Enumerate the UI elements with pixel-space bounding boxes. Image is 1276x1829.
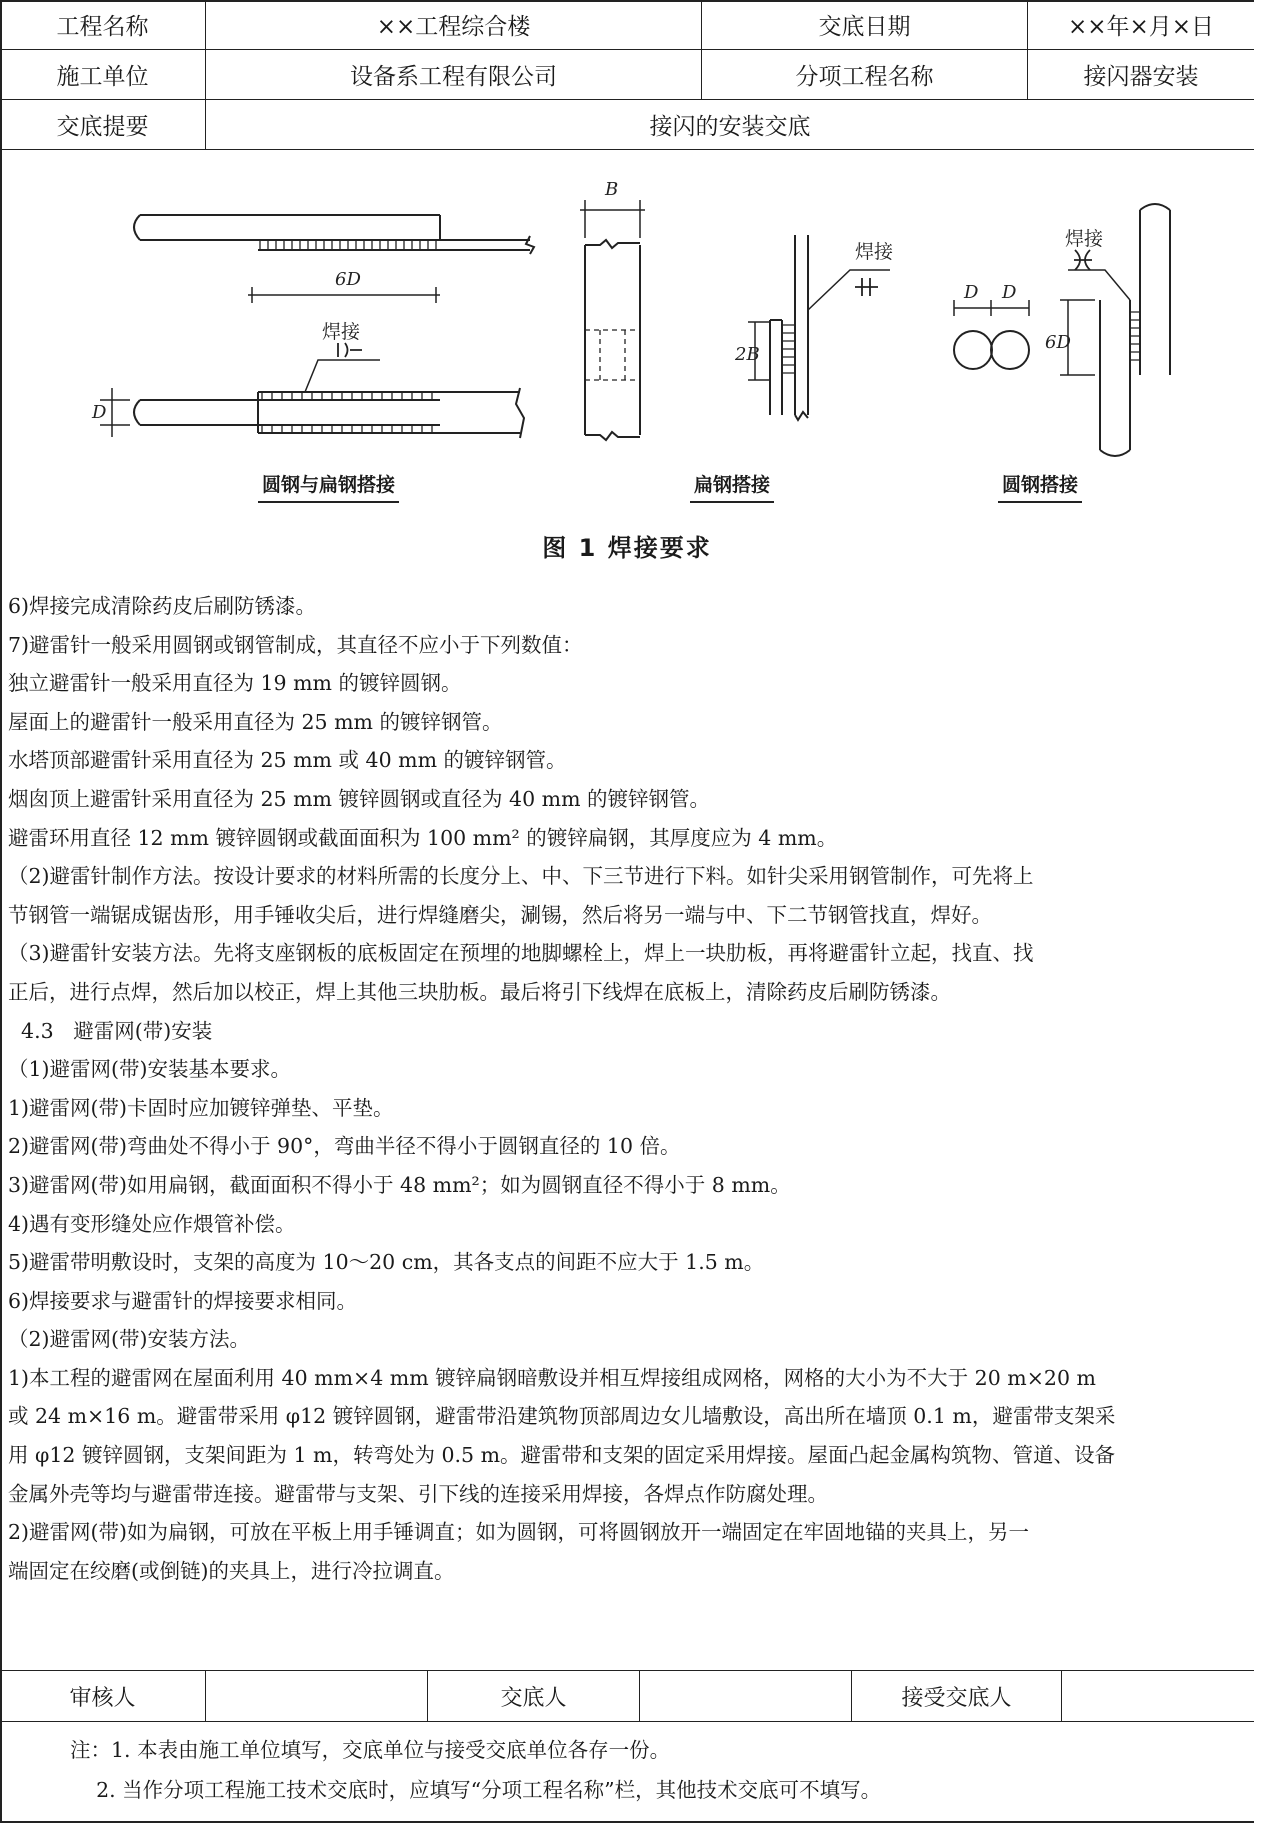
flat-steel-strip	[585, 240, 640, 440]
summary-label: 交底提要	[0, 100, 206, 149]
round-steel-bar	[134, 215, 440, 240]
round-steel-section-1	[954, 331, 992, 369]
round-steel-upper	[1140, 204, 1170, 375]
paragraph: （3)避雷针安装方法。先将支座钢板的底板固定在预埋的地脚螺栓上，焊上一块肋板，再将避雷针立起，找直、找	[8, 941, 1034, 966]
dimension-b	[580, 200, 645, 238]
paragraph: 用 φ12 镀锌圆钢，支架间距为 1 m，转弯处为 0.5 m。避雷带和支架的固定采用焊接。屋面凸起金属构筑物、管道、设备	[8, 1443, 1116, 1468]
label-d-2: D	[1002, 282, 1017, 303]
paragraph: 2)避雷网(带)如为扁钢，可放在平板上用手锤调直；如为圆钢，可将圆钢放开一端固定在牢固地锚的夹具上，另一	[8, 1520, 1030, 1545]
summary-value: 接闪的安装交底	[649, 114, 811, 140]
figure-title: 图 1 焊接要求	[542, 534, 712, 562]
discloser-signature-cell[interactable]	[640, 1671, 852, 1721]
paragraph: 或 24 m×16 m。避雷带采用 φ12 镀锌圆钢，避雷带沿建筑物顶部周边女儿墙敷设，高出所在墙顶 0.1 m，避雷带支架采	[8, 1404, 1116, 1429]
weld-hatching-top	[260, 240, 436, 250]
paragraph: 6)焊接要求与避雷针的焊接要求相同。	[8, 1288, 358, 1313]
header-row-2	[0, 50, 1254, 100]
paragraph: 避雷环用直径 12 mm 镀锌圆钢或截面面积为 100 mm² 的镀锌扁钢，其厚度应为 4 mm。	[8, 825, 838, 850]
caption-round-flat: 圆钢与扁钢搭接	[258, 470, 399, 503]
flat-steel-lapped	[770, 320, 782, 415]
paragraph: 6)焊接完成清除药皮后刷防锈漆。	[8, 594, 317, 618]
paragraph: 水塔顶部避雷针采用直径为 25 mm 或 40 mm 的镀锌钢管。	[8, 748, 567, 773]
flat-steel-bar-lower	[258, 388, 524, 438]
receiver-signature-cell[interactable]	[1062, 1671, 1254, 1721]
paragraph: （2)避雷针制作方法。按设计要求的材料所需的长度分上、中、下三节进行下料。如针尖采用钢管制作，可先将上	[8, 864, 1034, 889]
weld-hatching-lower	[262, 392, 432, 433]
label-d-left: D	[92, 402, 107, 423]
reviewer-signature-cell[interactable]	[206, 1671, 428, 1721]
flat-steel-lap-zone	[585, 330, 640, 380]
paragraph: 正后，进行点焊，然后加以校正，焊上其他三块肋板。最后将引下线焊在底板上，清除药皮后刷防锈漆。	[8, 979, 951, 1004]
paragraph: 屋面上的避雷针一般采用直径为 25 mm 的镀锌钢管。	[8, 709, 503, 734]
project-name-value: ××工程综合楼	[206, 0, 702, 49]
weld-leader-mid	[808, 270, 890, 310]
project-name-label: 工程名称	[0, 0, 206, 49]
label-b: B	[605, 179, 619, 200]
disclosure-date-value: ××年×月×日	[1067, 14, 1215, 40]
header-row-1	[0, 0, 1254, 50]
contractor-value: 设备系工程有限公司	[206, 50, 702, 99]
round-steel-lower	[1100, 300, 1130, 456]
weld-label-right: 焊接	[1065, 228, 1104, 250]
paragraph: 节钢管一端锯成锯齿形，用手锤收尖后，进行焊缝磨尖，涮锡，然后将另一端与中、下二节钢管找直，焊好。	[8, 902, 992, 927]
paragraph: （1)避雷网(带)安装基本要求。	[8, 1057, 292, 1082]
paragraph: 烟囱顶上避雷针采用直径为 25 mm 镀锌圆钢或直径为 40 mm 的镀锌钢管。	[8, 786, 711, 811]
receiver-label: 接受交底人	[852, 1671, 1062, 1721]
weld-symbol-mid	[855, 278, 878, 296]
weld-symbol-right	[1074, 250, 1092, 270]
paragraph: 5)避雷带明敷设时，支架的高度为 10～20 cm，其各支点的间距不应大于 1.5 m。	[8, 1250, 765, 1275]
welding-diagram	[0, 150, 1254, 570]
paragraph: 金属外壳等均与避雷带连接。避雷带与支架、引下线的连接采用焊接，各焊点作防腐处理。	[8, 1481, 828, 1506]
header-row-3	[0, 100, 1254, 150]
paragraph: （2)避雷网(带)安装方法。	[8, 1327, 251, 1352]
subitem-name-value: 接闪器安装	[1083, 64, 1199, 90]
body-text	[8, 587, 1244, 1590]
contractor-label: 施工单位	[0, 50, 206, 99]
paragraph: 2)避雷网(带)弯曲处不得小于 90°，弯曲半径不得小于圆钢直径的 10 倍。	[8, 1134, 681, 1159]
section-heading: 4.3 避雷网(带)安装	[8, 1018, 213, 1043]
caption-round: 圆钢搭接	[998, 470, 1082, 503]
paragraph: 1)本工程的避雷网在屋面利用 40 mm×4 mm 镀锌扁钢暗敷设并相互焊接组成网格，网格的大小为不大于 20 m×20 m	[8, 1365, 1096, 1390]
weld-hatching-round	[1130, 312, 1140, 360]
paragraph: 独立避雷针一般采用直径为 19 mm 的镀锌圆钢。	[8, 671, 462, 696]
label-6d: 6D	[335, 269, 361, 290]
note-2: 2. 当作分项工程施工技术交底时，应填写“分项工程名称”栏，其他技术交底可不填写。	[70, 1778, 882, 1802]
weld-label-left: 焊接	[322, 321, 361, 343]
reviewer-label: 审核人	[0, 1671, 206, 1721]
note-1: 注：1. 本表由施工单位填写，交底单位与接受交底单位各存一份。	[70, 1738, 671, 1762]
disclosure-date-label: 交底日期	[702, 0, 1028, 49]
paragraph: 端固定在绞磨(或倒链)的夹具上，进行冷拉调直。	[8, 1558, 455, 1583]
label-2b: 2B	[735, 344, 760, 365]
notes	[70, 1730, 881, 1810]
flat-steel-vertical	[795, 235, 808, 420]
caption-flat: 扁钢搭接	[690, 470, 774, 503]
weld-leader-right	[1068, 270, 1130, 300]
discloser-label: 交底人	[428, 1671, 640, 1721]
weld-symbol-left	[338, 343, 362, 357]
subitem-name-label: 分项工程名称	[702, 50, 1028, 99]
weld-label-mid: 焊接	[855, 241, 894, 263]
paragraph: 3)避雷网(带)如用扁钢，截面面积不得小于 48 mm²；如为圆钢直径不得小于 8 mm。	[8, 1172, 791, 1197]
paragraph: 7)避雷针一般采用圆钢或钢管制成，其直径不应小于下列数值：	[8, 632, 583, 657]
label-d-1: D	[964, 282, 979, 303]
label-6d-right: 6D	[1045, 332, 1071, 353]
signature-row	[0, 1670, 1254, 1722]
round-steel-section-2	[991, 331, 1029, 369]
round-steel-bar-lower	[134, 400, 440, 425]
weld-leader-left	[305, 360, 380, 392]
paragraph: 1)避雷网(带)卡固时应加镀锌弹垫、平垫。	[8, 1095, 394, 1120]
weld-hatching-mid	[782, 325, 795, 373]
paragraph: 4)遇有变形缝处应作煨管补偿。	[8, 1211, 296, 1236]
